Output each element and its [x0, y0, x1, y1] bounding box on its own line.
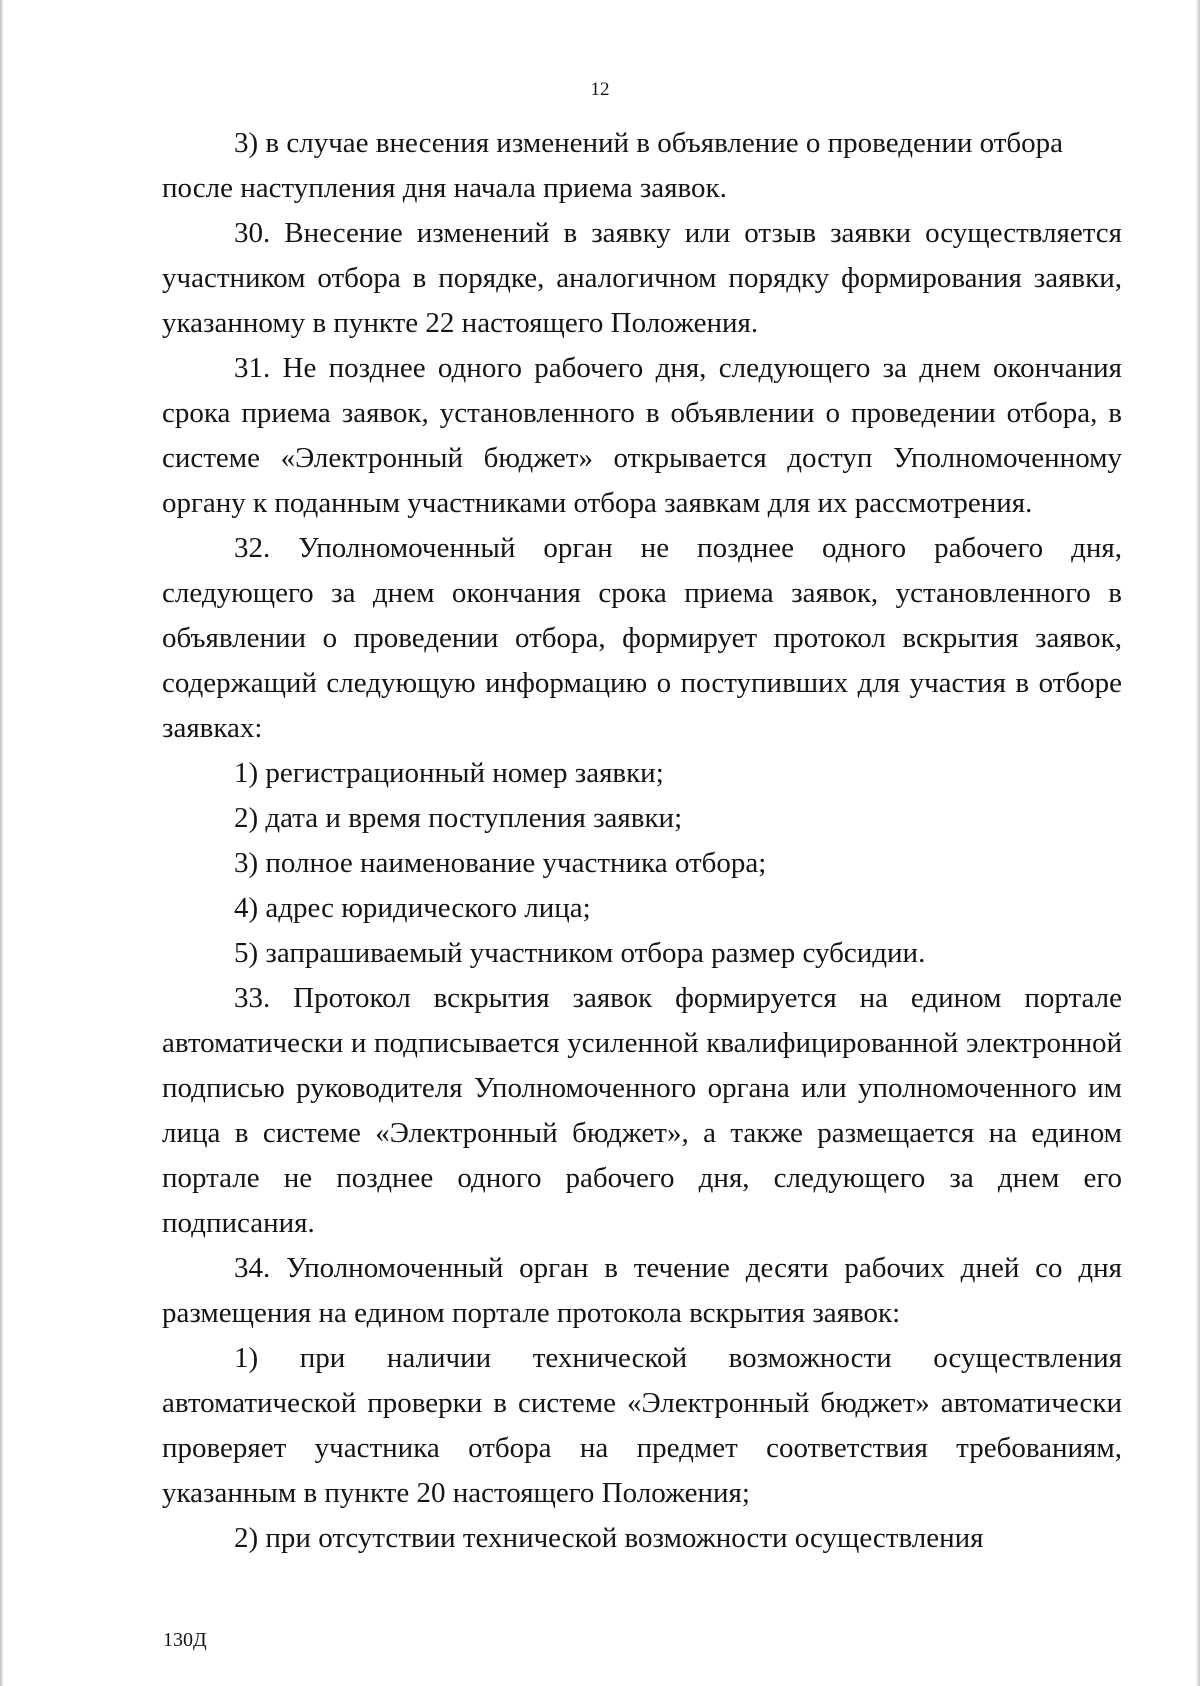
- footer-code: 130Д: [163, 1629, 207, 1651]
- scan-edge-left: [0, 0, 3, 1686]
- list-item-subsidy-amount: 5) запрашиваемый участником отбора размер субсидии.: [234, 937, 926, 969]
- paragraph-30: 30. Внесение изменений в заявку или отзыв заявки осуществляется участником отбора в порядке, аналогичном порядку формирования заявки, указанному в пункте 22 настоящего Положения.: [162, 217, 1122, 339]
- list-item-registration-number: 1) регистрационный номер заявки;: [234, 757, 664, 789]
- paragraph-31: 31. Не позднее одного рабочего дня, следующего за днем окончания срока приема заявок, установленного в объявлении о проведении отбора, в системе «Электронный бюджет» открывается доступ Уполномоченному органу к поданным участниками отбора заявкам для их рассмотрения.: [162, 352, 1122, 519]
- list-item-participant-name: 3) полное наименование участника отбора;: [234, 847, 767, 879]
- document-body: [162, 121, 1122, 1561]
- paragraph-32: 32. Уполномоченный орган не позднее одного рабочего дня, следующего за днем окончания срока приема заявок, установленного в объявлении о проведении отбора, формирует протокол вскрытия заявок, содержащий следующую информацию о поступивших для участия в отборе заявках:: [162, 532, 1122, 744]
- paragraph-33: 33. Протокол вскрытия заявок формируется на едином портале автоматически и подписывается усиленной квалифицированной электронной подписью руководителя Уполномоченного органа или уполномоченного им лица в системе «Электронный бюджет», а также размещается на едином портале не позднее одного рабочего дня, следующего за днем его подписания.: [162, 982, 1122, 1239]
- list-item-manual-check: 2) при отсутствии технической возможности осуществления: [234, 1522, 984, 1554]
- scan-edge-right: [1196, 0, 1200, 1686]
- paragraph-item-3: 3) в случае внесения изменений в объявление о проведении отбора после наступления дня начала приема заявок.: [162, 127, 1064, 204]
- page-number: 12: [590, 79, 610, 100]
- list-item-automatic-check: 1) при наличии технической возможности осуществления автоматической проверки в системе «Электронный бюджет» автоматически проверяет участника отбора на предмет соответствия требованиям, указанным в пункте 20 настоящего Положения;: [162, 1342, 1122, 1509]
- paragraph-34: 34. Уполномоченный орган в течение десяти рабочих дней со дня размещения на едином портале протокола вскрытия заявок:: [162, 1252, 1122, 1329]
- list-item-date-time: 2) дата и время поступления заявки;: [234, 802, 683, 834]
- list-item-legal-address: 4) адрес юридического лица;: [234, 892, 591, 924]
